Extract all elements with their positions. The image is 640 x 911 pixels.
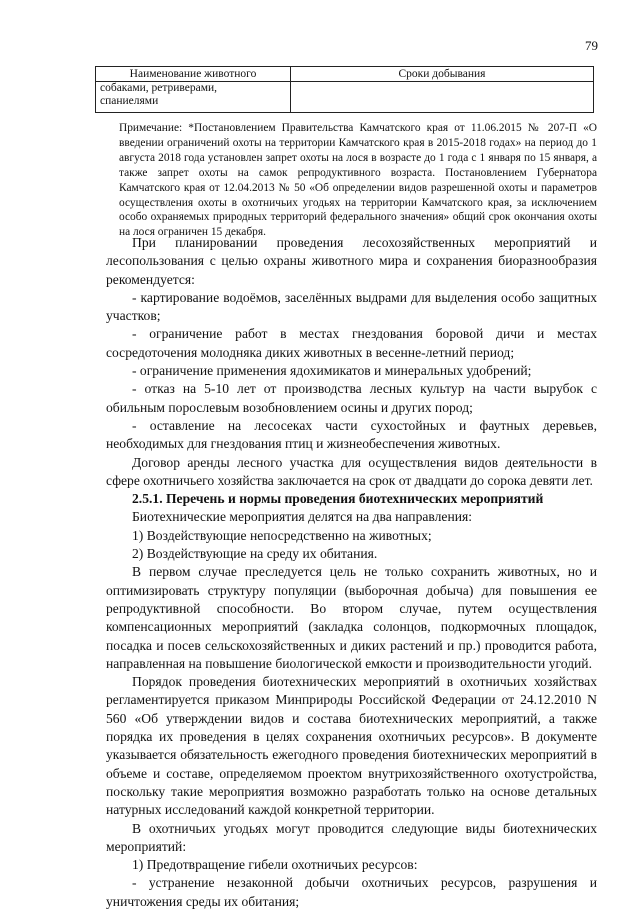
paragraph: Биотехнические мероприятия делятся на два направления: [132,509,473,525]
list-item: - ограничение применения ядохимикатов и минеральных удобрений; [132,363,532,379]
table-cell-animal: собаками, ретриверами, спаниелями [96,82,291,113]
main-text [106,234,597,911]
list-item: - отказ на 5-10 лет от производства лесных культур на части вырубок с обильным порослевым возобновлением осины и других пород; [106,381,597,415]
table-note: Примечание: *Постановлением Правительства Камчатского края от 11.06.2015 № 207-П «О введении ограничений охоты на территории Камчатского края в 2015-2018 годах» на период до 1 августа 2018 года установлен запрет охоты на лося в возрасте до 1 года с 1 января по 15 января, а также запрет охоты на самок репродуктивного возраста. Постановлением Губернатора Камчатского края от 12.04.2013 № 50 «Об определении видов разрешенной охоты и параметров осуществления охоты в охотничьих угодьях на территории Камчатского края, за исключением особо охраняемых природных территорий федерального значения» общий срок окончания охоты на лося ограничен 15 декабря. [119,122,597,239]
paragraph-intro: При планировании проведения лесохозяйственных мероприятий и лесопользования с целью охраны животного мира и сохранения биоразнообразия рекомендуется: [106,235,597,287]
paragraph: В первом случае преследуется цель не только сохранить животных, но и оптимизировать структуру популяции (выборочная добыча) для повышения ее репродуктивной способности. Во втором случае, путем осуществления компенсационных мероприятий (закладка солонцов, подкормочных площадок, посадка и посев сельскохозяйственных и диких растений и пр.) проводится работа, направленная на повышение биологической емкости и производительности угодий. [106,564,597,671]
list-item: - ограничение работ в местах гнездования боровой дичи и местах сосредоточения молодняка диких животных в весенне-летний период; [106,326,597,360]
hunting-periods-table [95,66,594,113]
paragraph-lease: Договор аренды лесного участка для осуществления видов деятельности в сфере охотничьего хозяйства заключается на срок от двадцати до сорока девяти лет. [106,454,597,488]
table-cell-period [291,82,594,113]
column-header-period: Сроки добывания [291,67,594,82]
page-number: 79 [585,38,598,53]
list-item: - картирование водоёмов, заселённых выдрами для выделения особо защитных участков; [106,289,597,324]
list-item: 1) Предотвращение гибели охотничьих ресурсов: [132,857,418,873]
table-header-row [96,67,594,82]
list-item: - оставление на лесосеках части сухостойных и фаутных деревьев, необходимых для гнездования птиц и жизнеобеспечения животных. [106,417,597,452]
table-row [96,82,594,113]
paragraph: В охотничьих угодьях могут проводится следующие виды биотехнических мероприятий: [106,820,597,854]
list-item: 2) Воздействующие на среду их обитания. [132,546,378,562]
list-item: - устранение незаконной добычи охотничьих ресурсов, разрушения и уничтожения среды их обитания; [106,875,597,909]
list-item: 1) Воздействующие непосредственно на животных; [132,527,432,543]
section-heading: 2.5.1. Перечень и нормы проведения биотехнических мероприятий [132,491,544,507]
column-header-animal: Наименование животного [96,67,291,82]
paragraph: Порядок проведения биотехнических мероприятий в охотничьих хозяйствах регламентируется приказом Минприроды Российской Федерации от 24.12.2010 N 560 «Об утверждении видов и состава биотехнических мероприятий, а также порядка их проведения в целях сохранения охотничьих ресурсов». В документе указывается обязательность ежегодного проведения биотехнических мероприятий в объеме и составе, определяемом проектом внутрихозяйственного охотустройства, поскольку такие мероприятия возможно разработать только на основе детальных натурных исследований каждой конкретной территории. [106,674,597,818]
